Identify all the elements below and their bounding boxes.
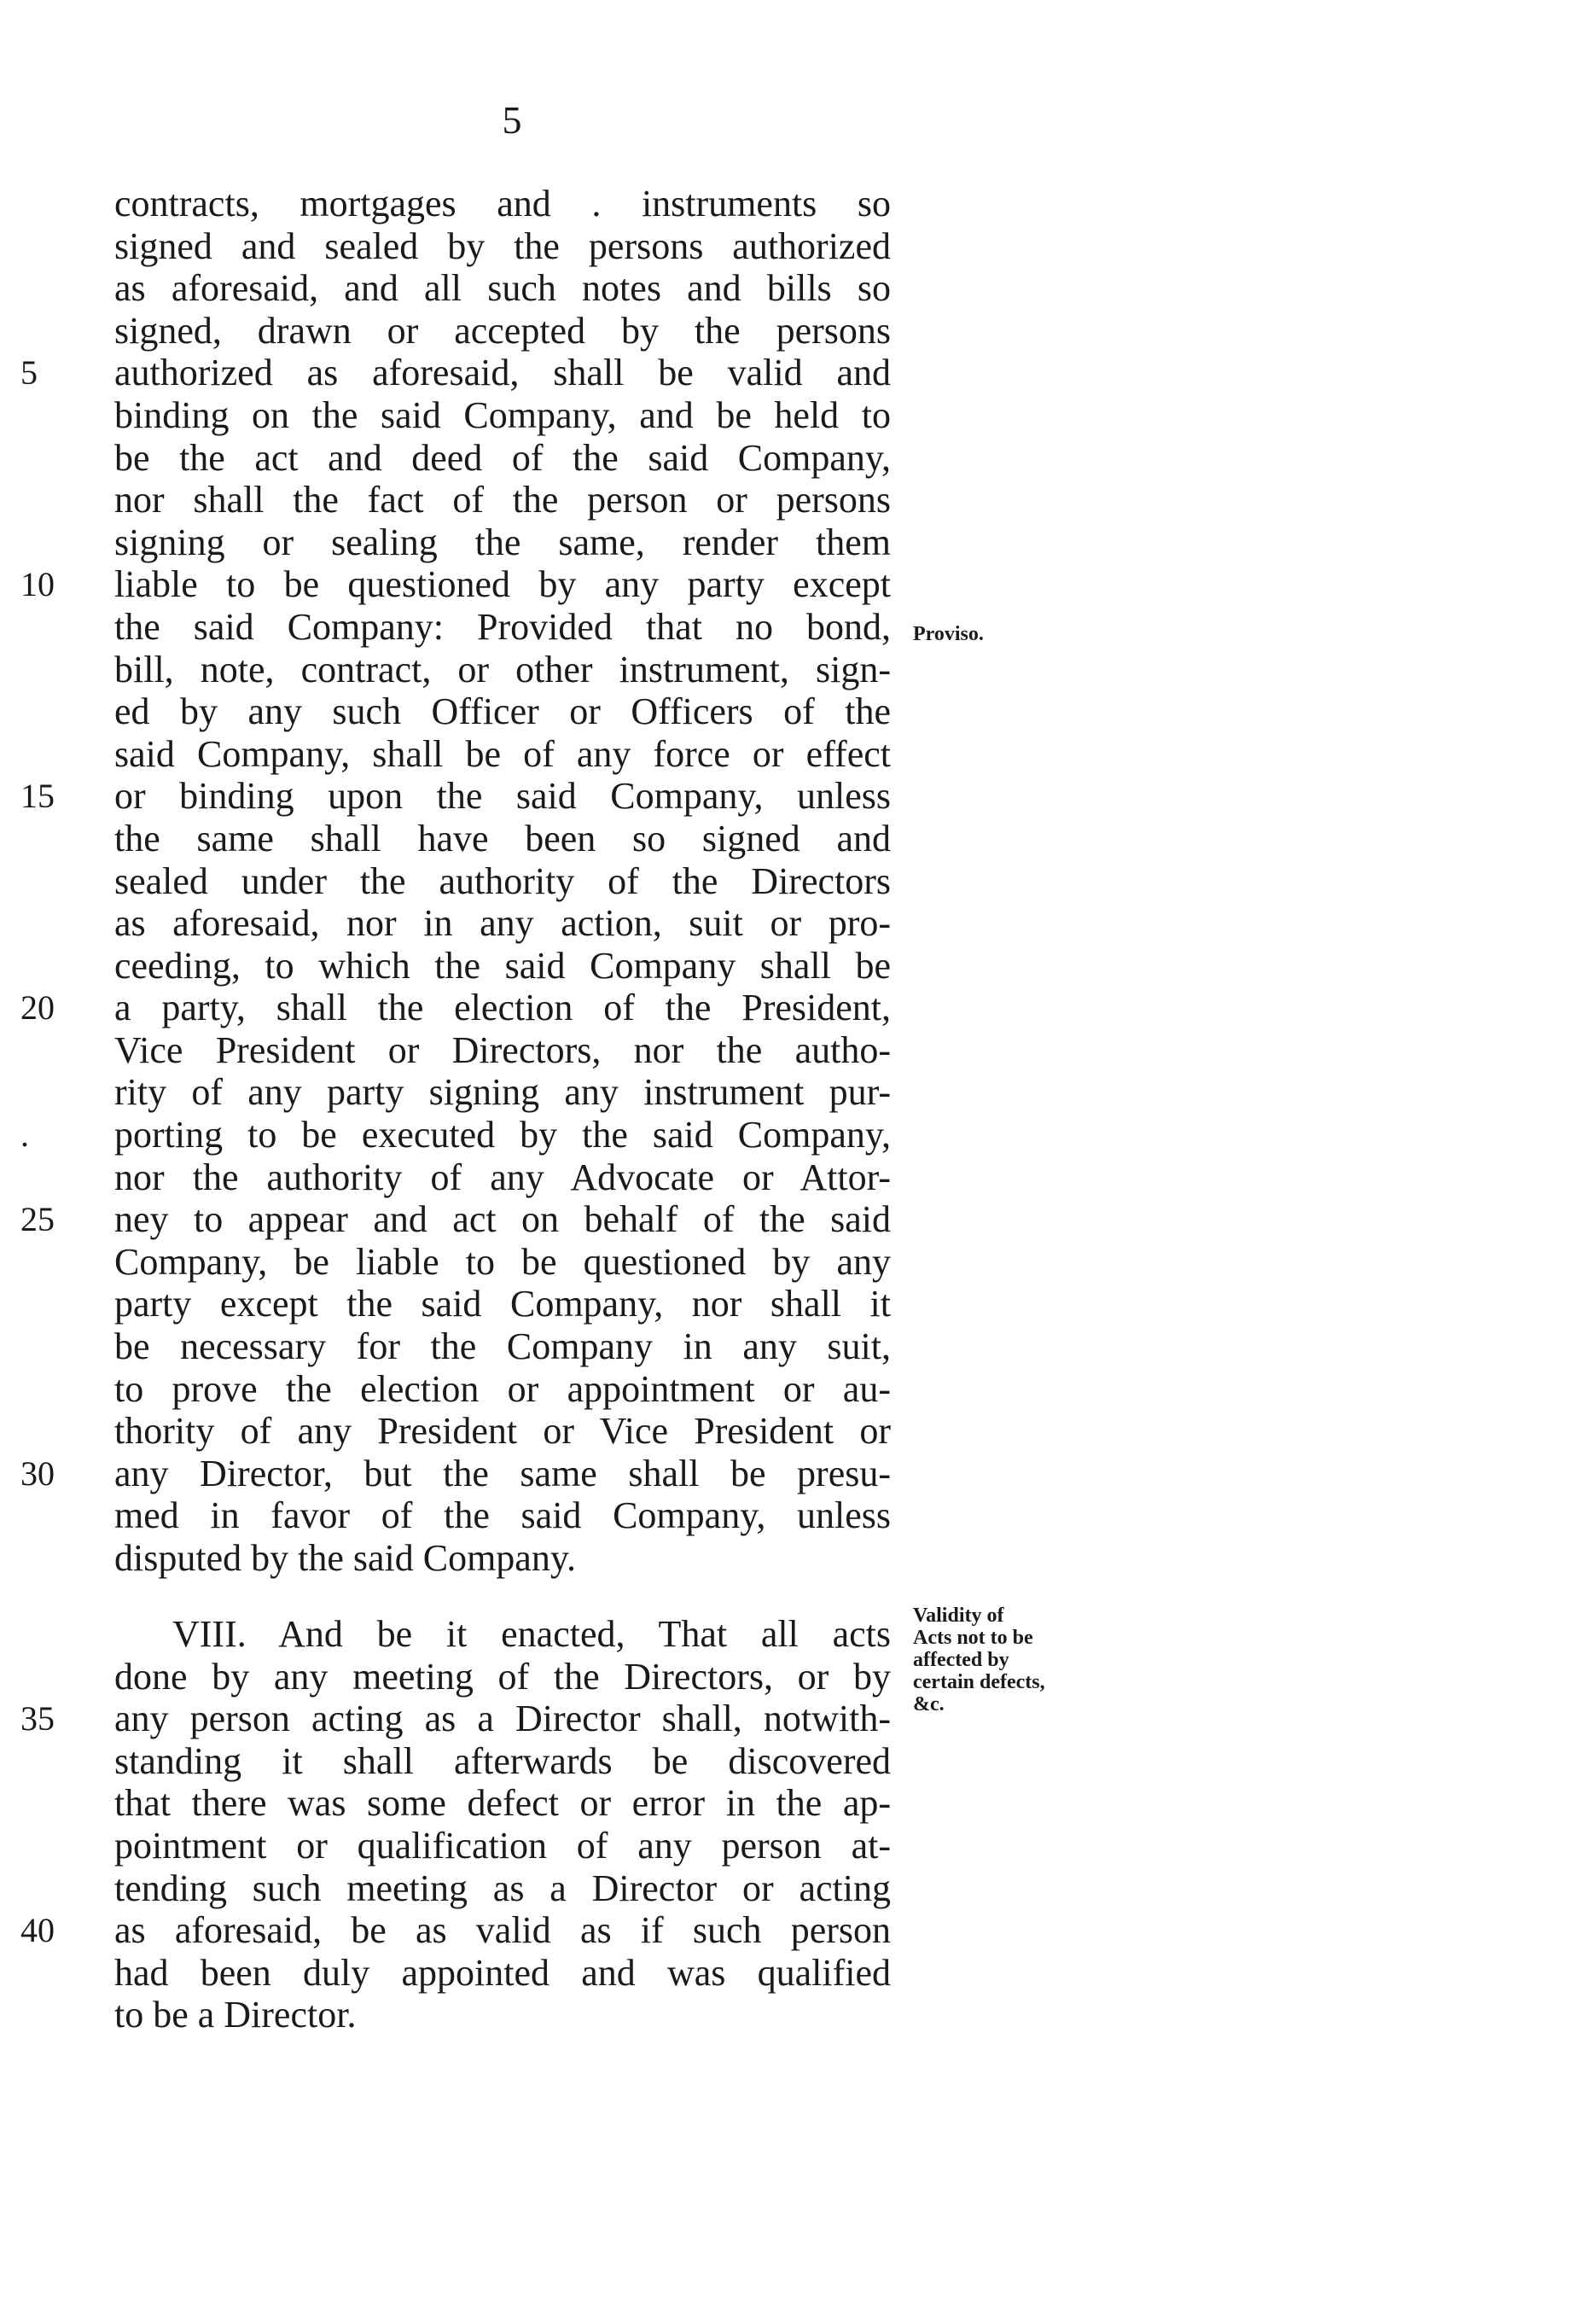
line-text: the said Company: Provided that no bond,	[114, 605, 891, 648]
text-line	[114, 1537, 891, 1580]
line-text: VIII. And be it enacted, That all acts	[172, 1613, 891, 1655]
text-line	[114, 1740, 891, 1783]
text-line	[114, 606, 891, 649]
text-line	[114, 1029, 891, 1072]
line-text: standing it shall afterwards be discovered	[114, 1739, 891, 1782]
line-number: 10	[20, 565, 55, 604]
line-text: or binding upon the said Company, unless	[114, 775, 891, 818]
line-text: any Director, but the same shall be presu-	[114, 1452, 891, 1494]
line-text: binding on the said Company, and be held to	[114, 393, 891, 436]
text-line	[114, 394, 891, 437]
text-line	[114, 1825, 891, 1867]
text-line	[20, 1114, 891, 1156]
line-text: signing or sealing the same, render them	[114, 521, 891, 563]
margin-note-line: Acts not to be	[913, 1627, 1033, 1649]
text-line	[114, 1494, 891, 1537]
text-line	[20, 1452, 891, 1495]
text-line	[114, 1613, 891, 1656]
line-number: 40	[20, 1911, 55, 1950]
line-text: as aforesaid, nor in any action, suit or pro-	[114, 902, 891, 945]
line-text: Vice President or Directors, nor the autho-	[114, 1028, 891, 1071]
text-line	[114, 818, 891, 860]
line-number: 20	[20, 988, 55, 1028]
text-line	[20, 1198, 891, 1241]
margin-note-line: affected by	[913, 1649, 1009, 1671]
line-text: the same shall have been so signed and	[114, 817, 891, 859]
text-line	[20, 563, 891, 606]
text-line	[114, 1994, 891, 2036]
line-number: 25	[20, 1200, 55, 1239]
line-text: Company, be liable to be questioned by any	[114, 1240, 891, 1283]
text-line	[114, 1368, 891, 1411]
line-text: contracts, mortgages and . instruments so	[114, 183, 891, 224]
line-text: nor shall the fact of the person or persons	[114, 479, 891, 521]
line-text: sealed under the authority of the Directors	[114, 859, 891, 902]
text-line	[114, 1325, 891, 1368]
text-line	[20, 775, 891, 818]
text-line	[114, 690, 891, 733]
line-text: any person acting as a Director shall, notwith-	[114, 1698, 891, 1740]
line-text: signed and sealed by the persons authorized	[114, 224, 891, 267]
text-line	[114, 521, 891, 564]
text-line	[114, 310, 891, 352]
line-text: ney to appear and act on behalf of the said	[114, 1198, 891, 1241]
line-text: rity of any party signing any instrument pur-	[114, 1071, 891, 1114]
margin-note-line: certain defects,	[913, 1671, 1045, 1693]
line-text: authorized as aforesaid, shall be valid and	[114, 352, 891, 394]
section-viii-text	[20, 1613, 891, 2036]
text-line	[114, 479, 891, 521]
line-number: 30	[20, 1453, 55, 1493]
line-number: 35	[20, 1699, 55, 1739]
text-line	[20, 352, 891, 394]
line-text: to be a Director.	[114, 1994, 357, 2036]
line-text: porting to be executed by the said Company,	[114, 1114, 891, 1156]
text-line	[114, 1241, 891, 1284]
margin-note-proviso: Proviso.	[913, 623, 984, 645]
line-text: nor the authority of any Advocate or Attor-	[114, 1156, 891, 1198]
line-text: be the act and deed of the said Company,	[114, 436, 891, 479]
text-line	[114, 1656, 891, 1698]
line-text: tending such meeting as a Director or acting	[114, 1867, 891, 1909]
line-text: disputed by the said Company.	[114, 1537, 576, 1579]
text-line	[114, 267, 891, 310]
line-text: said Company, shall be of any force or effect	[114, 732, 891, 775]
line-text: ceeding, to which the said Company shall be	[114, 944, 891, 987]
text-line	[114, 733, 891, 776]
text-line	[114, 225, 891, 268]
text-line	[114, 902, 891, 945]
text-line	[114, 945, 891, 987]
text-line	[114, 1071, 891, 1114]
line-number: 15	[20, 777, 55, 816]
text-line	[114, 1410, 891, 1453]
line-text: liable to be questioned by any party except	[114, 563, 891, 606]
section-vii-text	[20, 183, 891, 1580]
text-line	[114, 1952, 891, 1995]
text-line	[20, 987, 891, 1029]
line-text: to prove the election or appointment or au-	[114, 1367, 891, 1410]
text-line	[114, 860, 891, 903]
text-line	[20, 1909, 891, 1952]
text-line	[20, 1698, 891, 1740]
line-text: as aforesaid, be as valid as if such person	[114, 1909, 891, 1952]
text-line	[114, 183, 891, 225]
page-number: 5	[502, 98, 522, 142]
line-text: a party, shall the election of the President,	[114, 987, 891, 1029]
line-text: thority of any President or Vice President or	[114, 1410, 891, 1453]
line-text: ed by any such Officer or Officers of the	[114, 690, 891, 733]
margin-note-line: Validity of	[913, 1605, 1004, 1627]
line-text: med in favor of the said Company, unless	[114, 1494, 891, 1537]
line-number: 5	[20, 353, 38, 393]
line-text: bill, note, contract, or other instrument, sign-	[114, 648, 891, 690]
line-number: .	[20, 1115, 29, 1155]
line-text: as aforesaid, and all such notes and bills so	[114, 267, 891, 310]
line-text: signed, drawn or accepted by the persons	[114, 309, 891, 352]
margin-note-validity	[913, 1605, 1050, 1715]
text-line	[114, 649, 891, 691]
line-text: that there was some defect or error in the ap-	[114, 1782, 891, 1825]
line-text: had been duly appointed and was qualified	[114, 1951, 891, 1994]
margin-note-line: &c.	[913, 1693, 945, 1715]
line-text: done by any meeting of the Directors, or by	[114, 1655, 891, 1698]
text-line	[114, 1156, 891, 1199]
line-text: pointment or qualification of any person at-	[114, 1824, 891, 1867]
text-line	[114, 1867, 891, 1910]
text-line	[114, 437, 891, 480]
line-text: party except the said Company, nor shall it	[114, 1283, 891, 1325]
text-line	[114, 1283, 891, 1325]
line-text: be necessary for the Company in any suit,	[114, 1325, 891, 1368]
text-line	[114, 1782, 891, 1825]
